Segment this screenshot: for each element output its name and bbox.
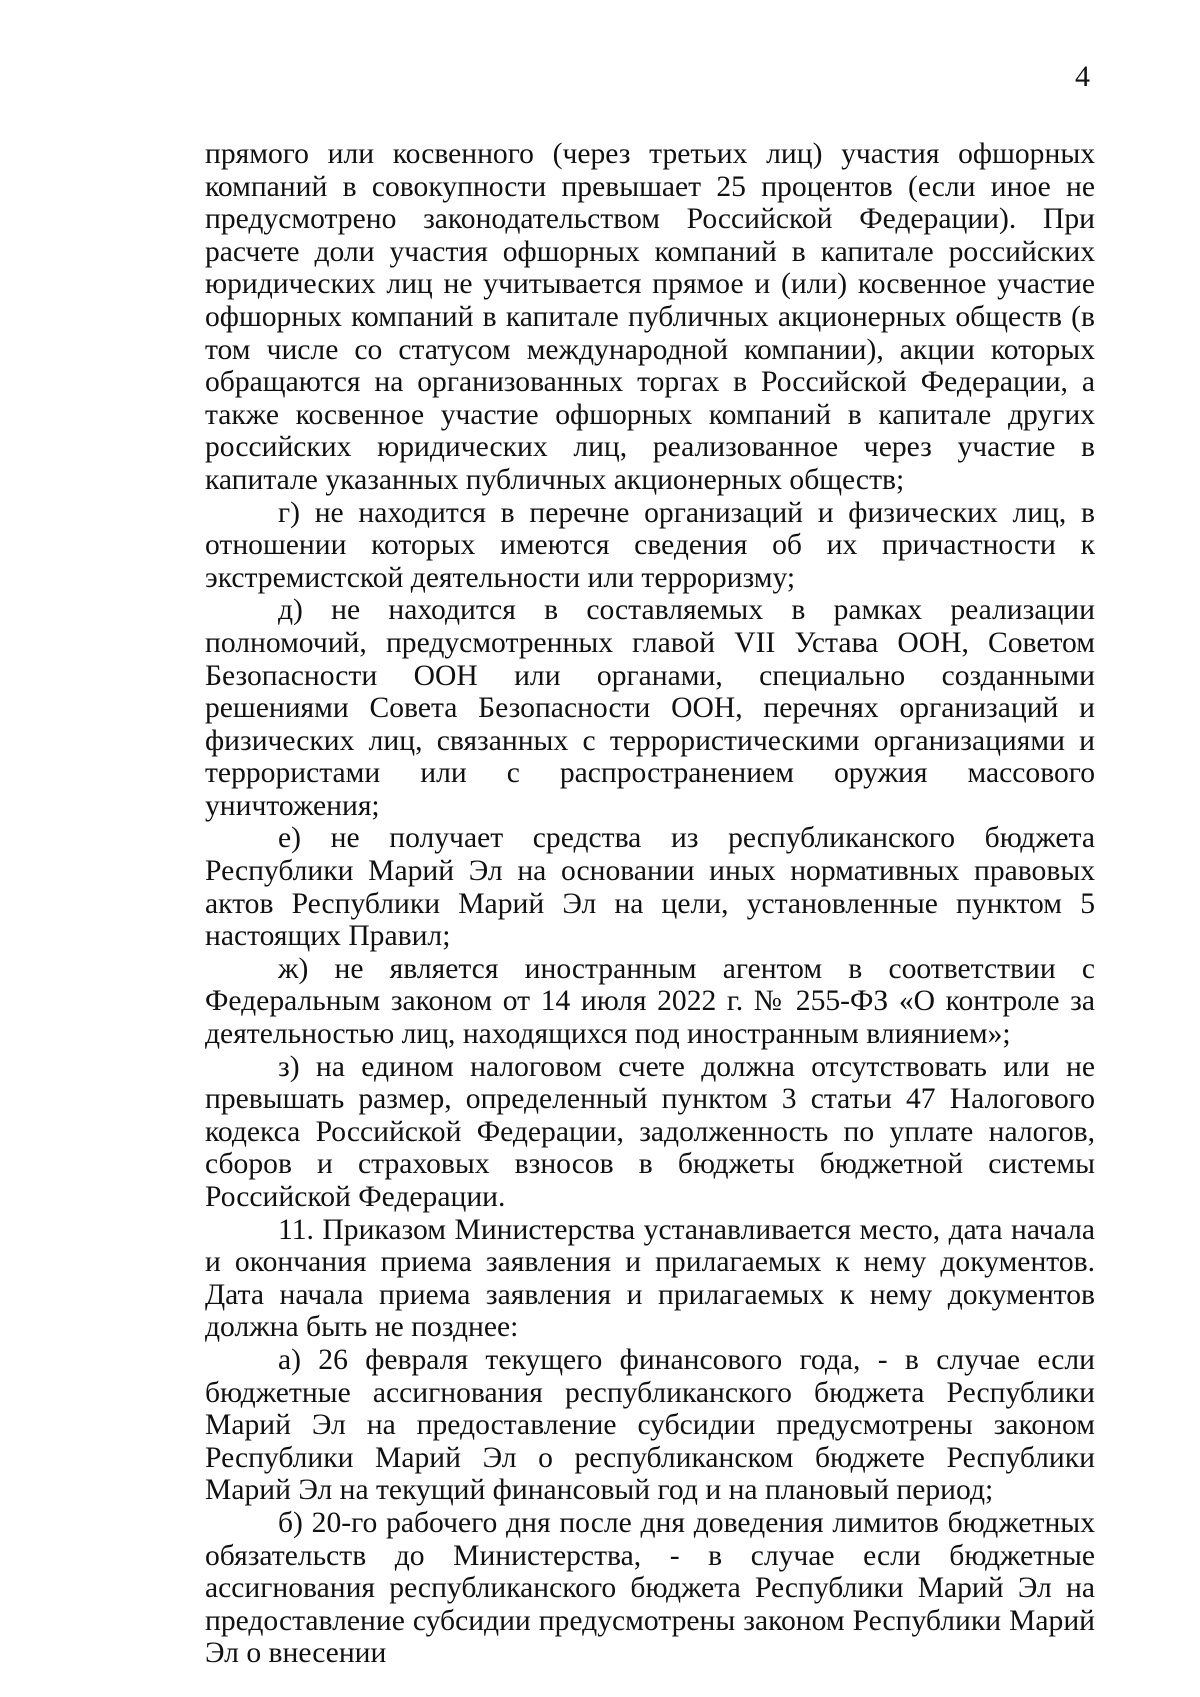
paragraph-clause-11: 11. Приказом Министерства устанавливается место, дата начала и окончания приема заявления и прилагаемых к нему документов. Дата начала приема заявления и прилагаемых к нему документов должна быть не позднее:	[205, 1213, 1095, 1344]
paragraph-item-zh: ж) не является иностранным агентом в соответствии с Федеральным законом от 14 июля 2022 г. № 255-ФЗ «О контроле за деятельностью лиц, находящихся под иностранным влиянием»;	[205, 952, 1095, 1051]
document-body	[205, 138, 1095, 1670]
paragraph-item-d: д) не находится в составляемых в рамках реализации полномочий, предусмотренных главой VII Устава ООН, Советом Безопасности ООН или органами, специально созданными решениями Совета Безопасности ООН, перечнях организаций и физических лиц, связанных с террористическими организациями и террористами или с распространением оружия массового уничтожения;	[205, 594, 1095, 822]
paragraph-continuation: прямого или косвенного (через третьих лиц) участия офшорных компаний в совокупности превышает 25 процентов (если иное не предусмотрено законодательством Российской Федерации). При расчете доли участия офшорных компаний в капитале российских юридических лиц не учитывается прямое и (или) косвенное участие офшорных компаний в капитале публичных акционерных обществ (в том числе со статусом международной компании), акции которых обращаются на организованных торгах в Российской Федерации, а также косвенное участие офшорных компаний в капитале других российских юридических лиц, реализованное через участие в капитале указанных публичных акционерных обществ;	[205, 138, 1095, 496]
paragraph-item-z: з) на едином налоговом счете должна отсутствовать или не превышать размер, определенный пунктом 3 статьи 47 Налогового кодекса Российской Федерации, задолженность по уплате налогов, сборов и страховых взносов в бюджеты бюджетной системы Российской Федерации.	[205, 1050, 1095, 1213]
paragraph-item-e: е) не получает средства из республиканского бюджета Республики Марий Эл на основании иных нормативных правовых актов Республики Марий Эл на цели, установленные пунктом 5 настоящих Правил;	[205, 822, 1095, 953]
page-number: 4	[1075, 60, 1090, 93]
paragraph-item-a: а) 26 февраля текущего финансового года, - в случае если бюджетные ассигнования республиканского бюджета Республики Марий Эл на предоставление субсидии предусмотрены законом Республики Марий Эл о республиканском бюджете Республики Марий Эл на текущий финансовый год и на плановый период;	[205, 1343, 1095, 1507]
paragraph-item-g: г) не находится в перечне организаций и физических лиц, в отношении которых имеются сведения об их причастности к экстремистской деятельности или терроризму;	[205, 496, 1095, 594]
paragraph-item-b: б) 20-го рабочего дня после дня доведения лимитов бюджетных обязательств до Министерства, - в случае если бюджетные ассигнования республиканского бюджета Республики Марий Эл на предоставление субсидии предусмотрены законом Республики Марий Эл о внесении	[205, 1506, 1095, 1670]
